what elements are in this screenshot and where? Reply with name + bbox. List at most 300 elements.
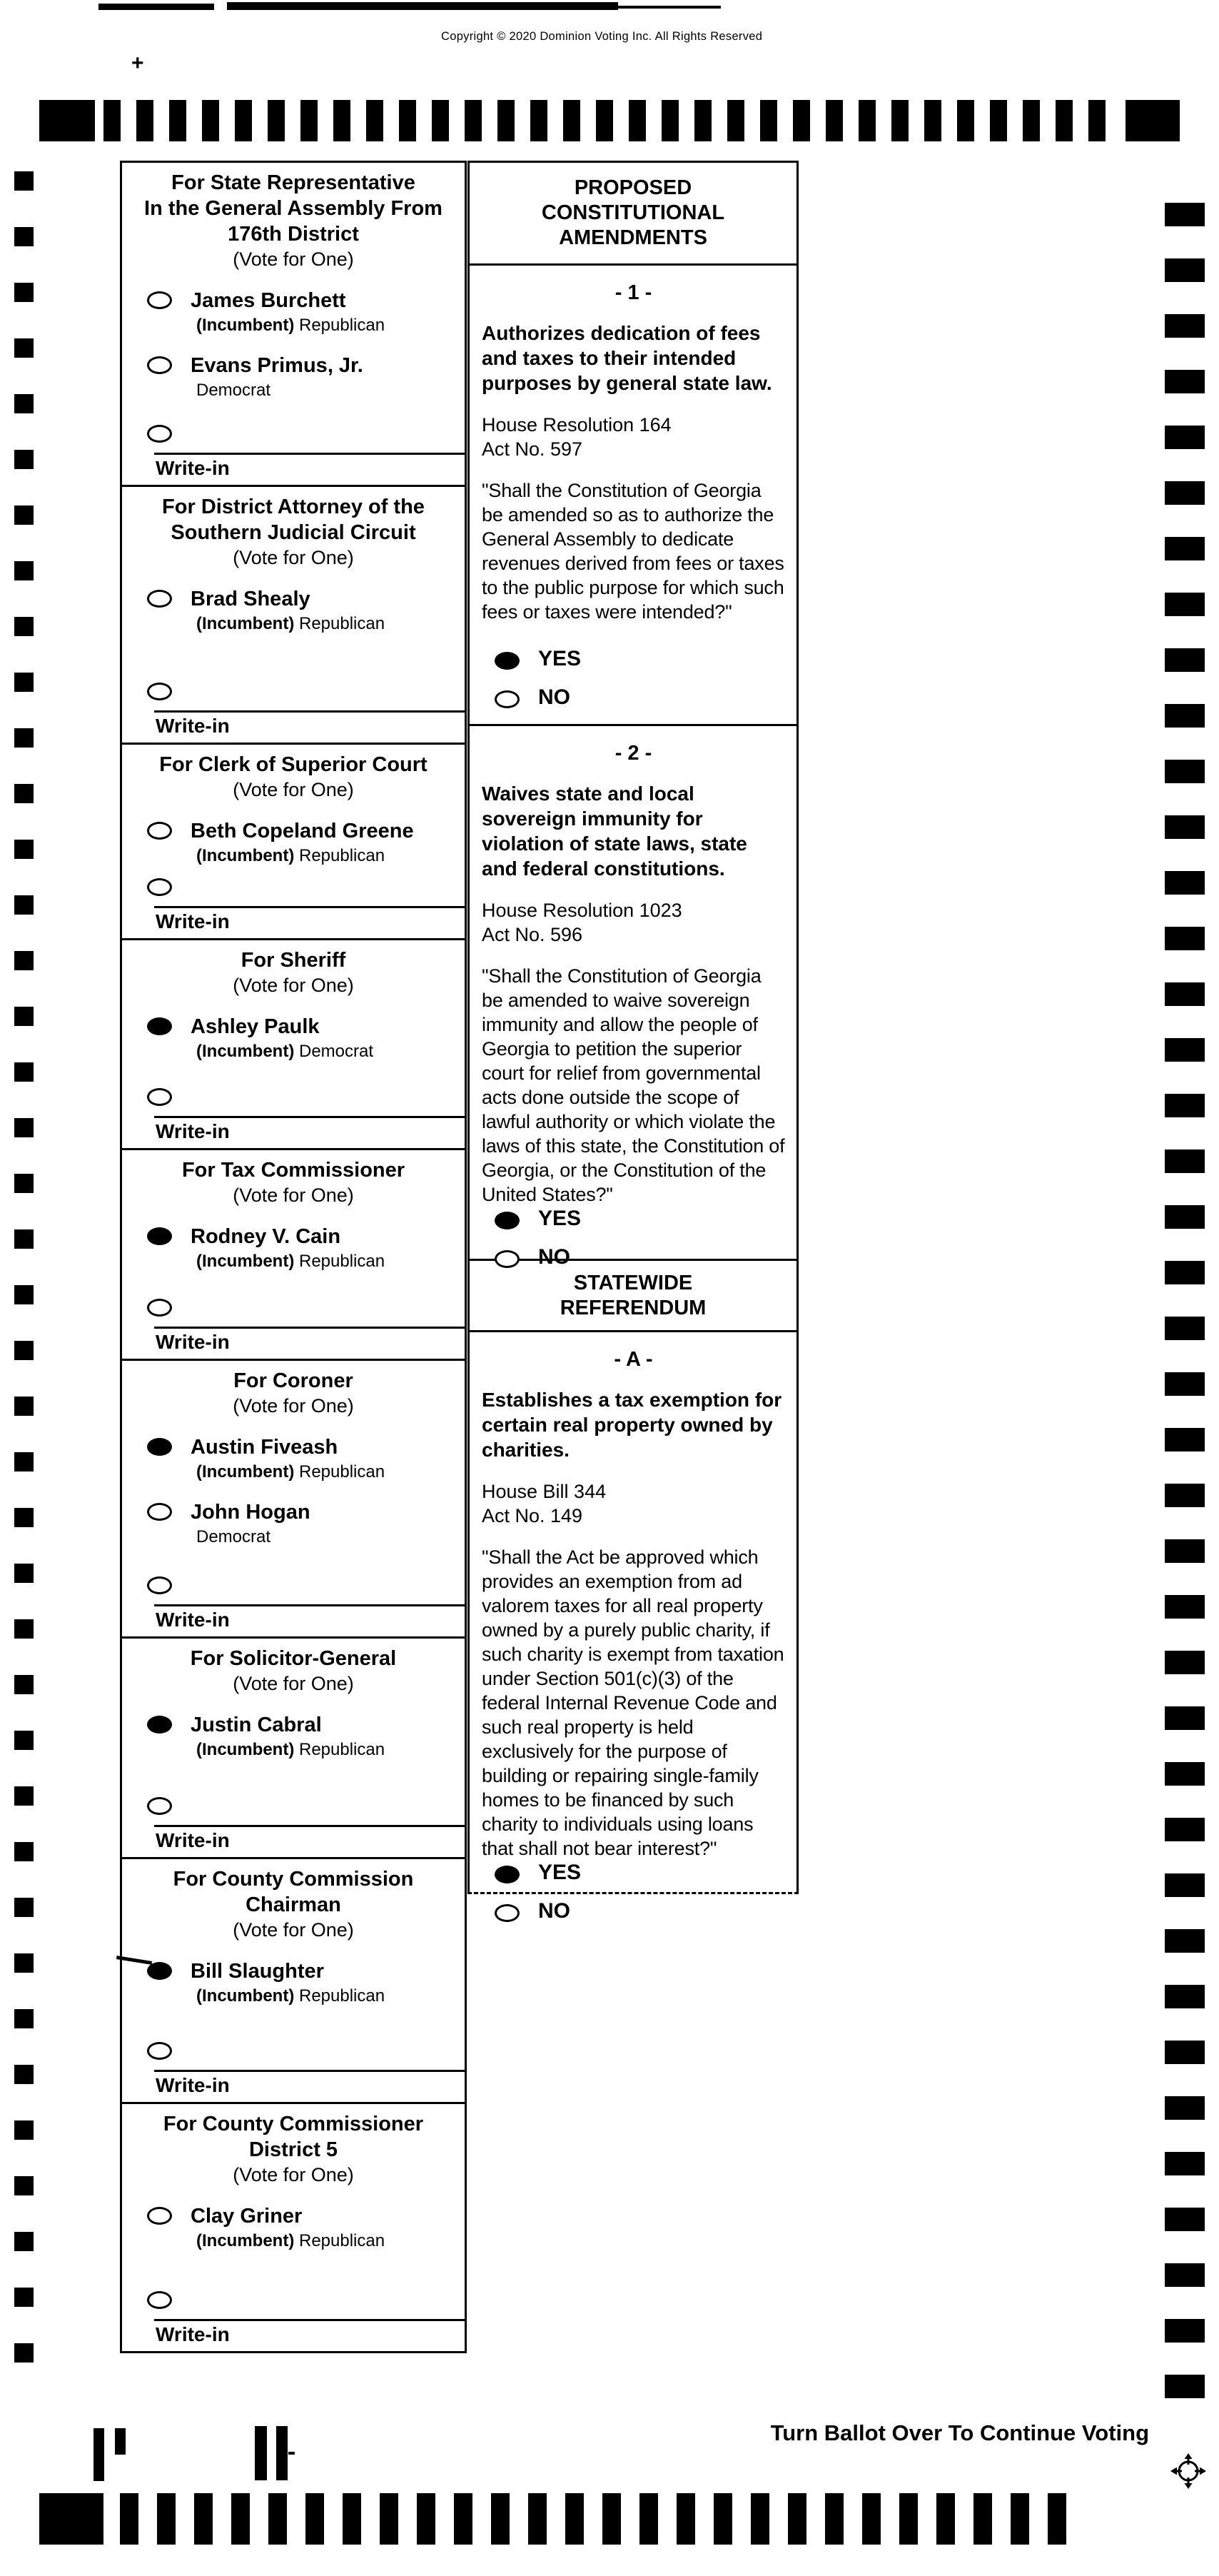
timing-mark — [727, 100, 744, 141]
timing-mark — [639, 2493, 658, 2545]
no-label: NO — [538, 1899, 570, 1923]
measures-section-header: STATEWIDE REFERENDUM — [467, 1259, 799, 1332]
timing-mark — [1165, 1818, 1205, 1841]
candidate-incumbent-label: (Incumbent) — [196, 1986, 295, 2006]
write-in-area[interactable] — [154, 2319, 465, 2351]
candidate-row — [122, 1435, 465, 1483]
yes-label: YES — [538, 1861, 582, 1884]
candidate-incumbent-label: (Incumbent) — [196, 1252, 295, 1271]
timing-mark — [694, 100, 712, 141]
candidate-subline — [191, 1041, 373, 1062]
candidate-subline — [191, 845, 414, 867]
timing-mark — [14, 394, 34, 413]
timing-mark — [1126, 100, 1180, 141]
candidate-party: Republican — [294, 846, 385, 865]
write-in-oval[interactable] — [147, 1088, 172, 1106]
measure-number: - A - — [614, 1348, 653, 1371]
yes-choice-row — [482, 647, 785, 671]
timing-mark — [1165, 426, 1205, 449]
timing-mark — [1165, 2319, 1205, 2343]
contest-box — [120, 485, 467, 745]
write-in-area[interactable] — [154, 710, 465, 743]
timing-mark — [826, 100, 843, 141]
timing-mark — [366, 100, 383, 141]
write-in-oval[interactable] — [147, 878, 172, 896]
candidate-name: Rodney V. Cain — [191, 1225, 341, 1248]
timing-mark — [1165, 1651, 1205, 1674]
timing-mark — [268, 2493, 287, 2545]
timing-mark — [1165, 1873, 1205, 1897]
candidate-subline — [191, 380, 363, 401]
candidate-subline — [191, 1986, 385, 2007]
timing-mark — [1165, 1317, 1205, 1340]
timing-mark — [399, 100, 416, 141]
candidate-info — [191, 1224, 385, 1272]
candidate-row — [122, 587, 465, 635]
contest-header — [122, 940, 465, 997]
yes-oval[interactable] — [495, 1212, 520, 1229]
timing-mark — [268, 100, 285, 141]
candidate-oval[interactable] — [147, 356, 172, 374]
candidate-party: Democrat — [196, 381, 271, 400]
candidate-subline — [191, 613, 385, 635]
timing-mark — [936, 2493, 955, 2545]
yes-oval[interactable] — [495, 1866, 520, 1883]
timing-mark — [1165, 2096, 1205, 2120]
ballot-code-mark — [93, 2428, 104, 2481]
contest-box — [120, 1359, 467, 1639]
timing-mark — [300, 100, 318, 141]
spacer — [122, 635, 465, 680]
contest-box — [120, 938, 467, 1150]
timing-mark — [14, 1341, 34, 1360]
write-in-label: Write-in — [156, 1829, 230, 1851]
yes-choice-row — [482, 1207, 785, 1231]
write-in-oval[interactable] — [147, 1576, 172, 1594]
contest-title: For County Commission Chairman — [173, 1868, 414, 1916]
candidate-oval[interactable] — [147, 822, 172, 840]
contest-header — [122, 1150, 465, 1207]
no-oval[interactable] — [495, 1250, 520, 1268]
contest-title: For Sheriff — [241, 949, 346, 972]
spacer — [122, 1548, 465, 1574]
timing-mark — [1165, 1929, 1205, 1953]
contest-title: For State Representative In the General Assembly From 176th District — [144, 171, 442, 246]
candidate-info — [191, 1500, 310, 1548]
timing-mark — [563, 100, 580, 141]
write-in-area[interactable] — [154, 1116, 465, 1148]
timing-mark — [305, 2493, 324, 2545]
timing-mark — [333, 100, 350, 141]
candidate-name: Austin Fiveash — [191, 1436, 338, 1459]
turn-ballot-over-instruction: Turn Ballot Over To Continue Voting — [770, 2420, 1149, 2445]
candidate-row — [122, 353, 465, 401]
timing-mark — [14, 673, 34, 692]
timing-mark — [1165, 1094, 1205, 1117]
candidate-incumbent-label: (Incumbent) — [196, 1042, 295, 1061]
timing-mark — [14, 2288, 34, 2307]
no-choice-row — [482, 685, 785, 710]
measure-question-text: "Shall the Constitution of Georgia be amended to waive sovereign immunity and allow the people of Georgia to petition the superior court for relief from governmental acts done outside the scope of lawful authority or which violate the laws of this state, the Constitution of Georgia, or the Constitution of the United States?" — [482, 965, 785, 1205]
timing-mark — [14, 505, 34, 525]
timing-mark — [14, 283, 34, 302]
write-in-oval[interactable] — [147, 1299, 172, 1317]
timing-mark — [1165, 537, 1205, 560]
candidate-incumbent-label: (Incumbent) — [196, 614, 295, 633]
no-oval[interactable] — [495, 1904, 520, 1922]
timing-mark — [1165, 1428, 1205, 1451]
candidate-subline — [191, 1251, 385, 1272]
timing-mark — [751, 2493, 769, 2545]
no-choice-row — [482, 1245, 785, 1269]
candidate-name: Clay Griner — [191, 2205, 303, 2228]
timing-mark — [497, 100, 515, 141]
contest-header — [122, 2104, 465, 2187]
candidate-oval[interactable] — [147, 1017, 172, 1035]
timing-mark — [14, 561, 34, 580]
candidate-oval[interactable] — [147, 2207, 172, 2225]
registration-plus-mark: + — [131, 51, 144, 75]
timing-mark — [990, 100, 1007, 141]
timing-mark — [454, 2493, 472, 2545]
timing-mark — [14, 1619, 34, 1639]
measure-summary: Authorizes dedication of fees and taxes to their intended purposes by general state law. — [482, 322, 772, 394]
timing-mark — [1165, 2041, 1205, 2064]
timing-mark — [1165, 1205, 1205, 1229]
write-in-area[interactable] — [154, 1604, 465, 1636]
candidate-party: Republican — [294, 2231, 385, 2250]
candidate-info — [191, 819, 414, 867]
timing-mark — [14, 1842, 34, 1861]
candidate-list — [122, 1942, 465, 2007]
timing-mark — [825, 2493, 844, 2545]
candidate-oval[interactable] — [147, 1716, 172, 1734]
timing-mark — [1165, 1038, 1205, 1062]
timing-mark — [924, 100, 941, 141]
write-in-area[interactable] — [154, 2070, 465, 2102]
candidate-party: Republican — [294, 1462, 385, 1481]
contests-column — [120, 161, 467, 2353]
contest-header — [122, 1361, 465, 1418]
timing-mark — [862, 2493, 881, 2545]
timing-mark — [1023, 100, 1040, 141]
candidate-oval[interactable] — [147, 1227, 172, 1245]
timing-mark — [1165, 258, 1205, 282]
candidate-party: Republican — [294, 1740, 385, 1759]
write-in-label: Write-in — [156, 1609, 230, 1631]
candidate-list — [122, 271, 465, 401]
write-in-label: Write-in — [156, 1331, 230, 1353]
vote-for-instruction: (Vote for One) — [233, 779, 354, 800]
candidate-oval[interactable] — [147, 1438, 172, 1456]
timing-mark — [1165, 1539, 1205, 1563]
write-in-label: Write-in — [156, 1120, 230, 1142]
vote-for-instruction: (Vote for One) — [233, 1673, 354, 1694]
timing-mark — [491, 2493, 510, 2545]
candidate-oval[interactable] — [147, 1503, 172, 1521]
timing-mark — [1165, 1261, 1205, 1284]
candidate-incumbent-label: (Incumbent) — [196, 1740, 295, 1759]
timing-mark — [14, 1229, 34, 1249]
measure-summary: Establishes a tax exemption for certain real property owned by charities. — [482, 1389, 782, 1461]
timing-mark — [417, 2493, 435, 2545]
candidate-list — [122, 802, 465, 867]
timing-mark — [1165, 593, 1205, 616]
contest-title: For Solicitor-General — [190, 1647, 397, 1670]
write-in-label: Write-in — [156, 457, 230, 479]
timing-mark — [714, 2493, 732, 2545]
candidate-party: Republican — [294, 316, 385, 335]
contest-title: For County Commissioner District 5 — [163, 2113, 424, 2161]
write-in-choice-row — [122, 1574, 465, 1594]
candidate-row — [122, 1500, 465, 1548]
timing-mark — [528, 2493, 547, 2545]
timing-mark — [14, 951, 34, 970]
vote-for-instruction: (Vote for One) — [233, 1919, 354, 1941]
timing-mark — [14, 1731, 34, 1750]
measures-section-header: PROPOSED CONSTITUTIONAL AMENDMENTS — [467, 161, 799, 266]
registration-crosshair-icon — [1169, 2452, 1208, 2490]
timing-mark — [1165, 982, 1205, 1006]
candidate-row — [122, 288, 465, 336]
candidate-row — [122, 1713, 465, 1761]
candidate-oval[interactable] — [147, 1962, 172, 1980]
measure-number: - 1 - — [614, 281, 652, 304]
timing-mark — [1165, 370, 1205, 393]
timing-mark — [973, 2493, 992, 2545]
timing-mark — [14, 338, 34, 358]
timing-mark — [136, 100, 153, 141]
no-label: NO — [538, 685, 570, 709]
candidate-subline — [191, 1739, 385, 1761]
candidate-name: Bill Slaughter — [191, 1960, 324, 1983]
yes-oval[interactable] — [495, 652, 520, 670]
timing-mark — [1165, 314, 1205, 338]
candidate-list — [122, 1418, 465, 1548]
write-in-area[interactable] — [154, 453, 465, 485]
write-in-oval[interactable] — [147, 1797, 172, 1815]
timing-mark — [14, 784, 34, 803]
candidate-subline — [191, 2230, 385, 2252]
timing-mark — [14, 1675, 34, 1694]
timing-mark — [14, 1174, 34, 1193]
timing-mark — [596, 100, 613, 141]
candidate-party: Democrat — [294, 1042, 374, 1061]
vote-for-instruction: (Vote for One) — [233, 1184, 354, 1206]
measure-references: House Bill 344 Act No. 149 — [482, 1481, 607, 1526]
write-in-choice-row — [122, 1794, 465, 1815]
timing-mark — [662, 100, 679, 141]
candidate-list — [122, 2187, 465, 2252]
candidate-info — [191, 1959, 385, 2007]
candidate-info — [191, 2204, 385, 2252]
ballot-code-mark — [255, 2426, 267, 2480]
write-in-choice-row — [122, 2288, 465, 2309]
ballot-measure-box — [467, 1330, 799, 1923]
ballot-measure-box — [467, 724, 799, 1269]
timing-mark — [1165, 1484, 1205, 1507]
timing-mark — [14, 1564, 34, 1583]
contest-header — [122, 1859, 465, 1942]
timing-mark — [14, 2232, 34, 2251]
timing-mark — [1165, 2375, 1205, 2398]
timing-mark — [1165, 648, 1205, 672]
timing-mark — [39, 100, 95, 141]
write-in-oval[interactable] — [147, 425, 172, 443]
write-in-area[interactable] — [154, 906, 465, 938]
ballot-code-mark — [276, 2426, 288, 2480]
timing-mark — [103, 100, 121, 141]
timing-mark — [235, 100, 252, 141]
timing-mark — [194, 2493, 213, 2545]
timing-mark — [1165, 2152, 1205, 2175]
contest-title: For Clerk of Superior Court — [159, 753, 428, 776]
candidate-list — [122, 997, 465, 1062]
measure-references: House Resolution 1023 Act No. 596 — [482, 900, 682, 945]
candidate-incumbent-label: (Incumbent) — [196, 2231, 295, 2250]
candidate-incumbent-label: (Incumbent) — [196, 846, 295, 865]
candidate-name: Brad Shealy — [191, 588, 310, 610]
spacer — [122, 2007, 465, 2039]
write-in-area[interactable] — [154, 1825, 465, 1857]
timing-mark — [1165, 1149, 1205, 1173]
timing-mark — [39, 2493, 103, 2545]
timing-mark — [231, 2493, 250, 2545]
timing-mark — [1165, 871, 1205, 895]
timing-mark — [14, 895, 34, 915]
vote-for-instruction: (Vote for One) — [233, 2164, 354, 2185]
timing-mark — [202, 100, 219, 141]
write-in-choice-row — [122, 2039, 465, 2060]
candidate-name: John Hogan — [191, 1501, 310, 1524]
vote-for-instruction: (Vote for One) — [233, 547, 354, 568]
write-in-oval[interactable] — [147, 2042, 172, 2060]
timing-mark — [169, 100, 186, 141]
candidate-incumbent-label: (Incumbent) — [196, 316, 295, 335]
candidate-name: Evans Primus, Jr. — [191, 354, 363, 377]
yes-choice-row — [482, 1861, 785, 1885]
vote-for-instruction: (Vote for One) — [233, 975, 354, 996]
timing-mark — [14, 840, 34, 859]
contest-box — [120, 1636, 467, 1859]
candidate-info — [191, 1435, 385, 1483]
contest-box — [120, 1148, 467, 1361]
timing-mark — [1165, 927, 1205, 950]
contest-box — [120, 161, 467, 487]
candidate-info — [191, 1015, 373, 1062]
candidate-subline — [191, 1526, 310, 1548]
contest-title: For Tax Commissioner — [181, 1159, 405, 1182]
timing-mark — [14, 2120, 34, 2140]
timing-mark — [1165, 1762, 1205, 1786]
contest-box — [120, 1857, 467, 2104]
write-in-label: Write-in — [156, 910, 230, 932]
timing-mark — [120, 2493, 138, 2545]
write-in-choice-row — [122, 1085, 465, 1106]
timing-mark — [14, 227, 34, 246]
spacer — [482, 624, 785, 647]
timing-mark — [380, 2493, 398, 2545]
spacer — [122, 1272, 465, 1296]
measure-question-text: "Shall the Act be approved which provides an exemption from ad valorem taxes for all real property owned by a purely public charity, if such charity is exempt from taxation under Section 501(c)(3) of the federal Internal Revenue Code and such real property is held exclusively for the purpose of building or repairing single-family homes to be financed by such charity to individuals using loans that shall not bear interest?" — [482, 1546, 784, 1859]
copyright-notice: Copyright © 2020 Dominion Voting Inc. All Rights Reserved — [441, 30, 763, 43]
timing-mark — [157, 2493, 176, 2545]
timing-mark — [343, 2493, 361, 2545]
timing-mark — [1165, 1372, 1205, 1396]
no-choice-row — [482, 1899, 785, 1923]
write-in-choice-row — [122, 680, 465, 700]
candidate-info — [191, 288, 385, 336]
timing-mark — [565, 2493, 584, 2545]
timing-mark — [1165, 1595, 1205, 1619]
candidate-row — [122, 1015, 465, 1062]
scan-smudge — [227, 2, 618, 10]
timing-mark — [1165, 760, 1205, 783]
candidate-oval[interactable] — [147, 291, 172, 309]
candidate-party: Republican — [294, 614, 385, 633]
write-in-oval[interactable] — [147, 2291, 172, 2309]
timing-mark — [1165, 1985, 1205, 2008]
candidate-subline — [191, 1461, 385, 1483]
candidate-info — [191, 353, 363, 401]
timing-mark — [760, 100, 777, 141]
timing-mark — [1165, 2263, 1205, 2287]
candidate-info — [191, 1713, 385, 1761]
timing-mark — [14, 2065, 34, 2084]
candidate-info — [191, 587, 385, 635]
candidate-party: Republican — [294, 1986, 385, 2006]
candidate-list — [122, 1696, 465, 1761]
measure-number: - 2 - — [614, 742, 652, 765]
timing-mark — [1048, 2493, 1066, 2545]
timing-mark — [14, 1007, 34, 1026]
timing-mark — [891, 100, 909, 141]
spacer — [122, 1062, 465, 1085]
candidate-subline — [191, 315, 385, 336]
write-in-choice-row — [122, 1296, 465, 1317]
timing-mark — [1165, 704, 1205, 728]
timing-mark — [793, 100, 810, 141]
candidate-name: James Burchett — [191, 289, 346, 312]
timing-mark — [432, 100, 449, 141]
timing-mark — [14, 728, 34, 748]
spacer — [122, 401, 465, 422]
measure-references: House Resolution 164 Act No. 597 — [482, 414, 672, 460]
candidate-list — [122, 570, 465, 635]
no-oval[interactable] — [495, 690, 520, 708]
candidate-incumbent-label: (Incumbent) — [196, 1462, 295, 1481]
candidate-row — [122, 1959, 465, 2007]
measure-summary: Waives state and local sovereign immunity for violation of state laws, state and federal constitutions. — [482, 783, 747, 880]
write-in-oval[interactable] — [147, 683, 172, 700]
candidate-name: Beth Copeland Greene — [191, 820, 414, 842]
contest-title: For District Attorney of the Southern Judicial Circuit — [162, 495, 425, 544]
timing-mark — [14, 1452, 34, 1471]
write-in-choice-row — [122, 422, 465, 443]
contest-header — [122, 745, 465, 802]
candidate-oval[interactable] — [147, 590, 172, 608]
spacer — [122, 2252, 465, 2288]
timing-mark — [629, 100, 646, 141]
timing-mark — [14, 1062, 34, 1082]
measures-column — [467, 161, 799, 1923]
candidate-party: Democrat — [196, 1527, 271, 1546]
ballot-code-mark — [115, 2428, 126, 2455]
timing-mark — [1088, 100, 1106, 141]
scan-smudge — [98, 4, 214, 10]
timing-mark — [1165, 1706, 1205, 1730]
write-in-area[interactable] — [154, 1327, 465, 1359]
